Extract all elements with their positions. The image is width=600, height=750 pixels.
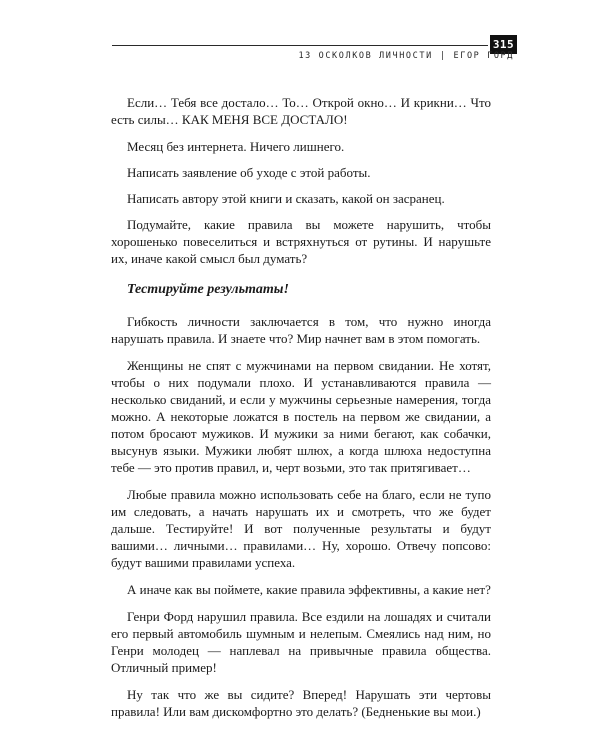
- author-name: ЕГОР ГОРД: [453, 51, 514, 61]
- paragraph: Женщины не спят с мужчинами на первом свидании. Не хотят, чтобы о них подумали плохо. И устанавливаются правила — несколько свиданий, и если у мужчины серьезные намерения, тогда можно. А некоторые ложатся в постель на первом же свидании, а потом бросают мужиков. И мужики за ними бегают, как собачки, высунув языки. Мужики любят шлюх, а когда шлюха недоступна тебе — это против правил, и, черт возьми, это так притягивает…: [111, 358, 491, 475]
- running-head: [298, 51, 514, 61]
- paragraph: Ну так что же вы сидите? Вперед! Нарушать эти чертовы правила! Или вам дискомфортно это делать? (Бедненькие вы мои.): [111, 687, 491, 719]
- paragraph: Любые правила можно использовать себе на благо, если не тупо им следовать, а начать нарушать их и смотреть, что же будет дальше. Тестируйте! И вот полученные результаты и будут вашими… личными… правилами… Ну, хорошо. Отвечу попсово: будут вашими правилами успеха.: [111, 487, 491, 570]
- running-head-separator: |: [439, 51, 447, 61]
- paragraph: Подумайте, какие правила вы можете нарушить, чтобы хорошенько повеселиться и встряхнуться от рутины. И нарушьте их, иначе какой смысл был думать?: [111, 217, 491, 266]
- paragraph: Если… Тебя все достало… То… Открой окно… И крикни… Что есть силы… КАК МЕНЯ ВСЕ ДОСТАЛО!: [111, 95, 491, 127]
- book-title: 13 ОСКОЛКОВ ЛИЧНОСТИ: [298, 51, 433, 61]
- page-body: [111, 94, 491, 730]
- paragraph: Генри Форд нарушил правила. Все ездили на лошадях и считали его первый автомобиль шумным и нелепым. Смеялись над ним, но Генри молодец — наплевал на привычные правила общества. Отличный пример!: [111, 609, 491, 675]
- paragraph: А иначе как вы поймете, какие правила эффективны, а какие нет?: [127, 582, 491, 597]
- paragraph: Написать автору этой книги и сказать, какой он засранец.: [127, 191, 445, 206]
- paragraph: Гибкость личности заключается в том, что нужно иногда нарушать правила. И знаете что? Мир начнет вам в этом помогать.: [111, 314, 491, 346]
- section-heading: Тестируйте результаты!: [127, 282, 289, 297]
- header-rule: [112, 45, 488, 46]
- page-number: 315: [490, 35, 517, 54]
- paragraph: Написать заявление об уходе с этой работы.: [127, 165, 371, 180]
- paragraph: Месяц без интернета. Ничего лишнего.: [127, 139, 345, 154]
